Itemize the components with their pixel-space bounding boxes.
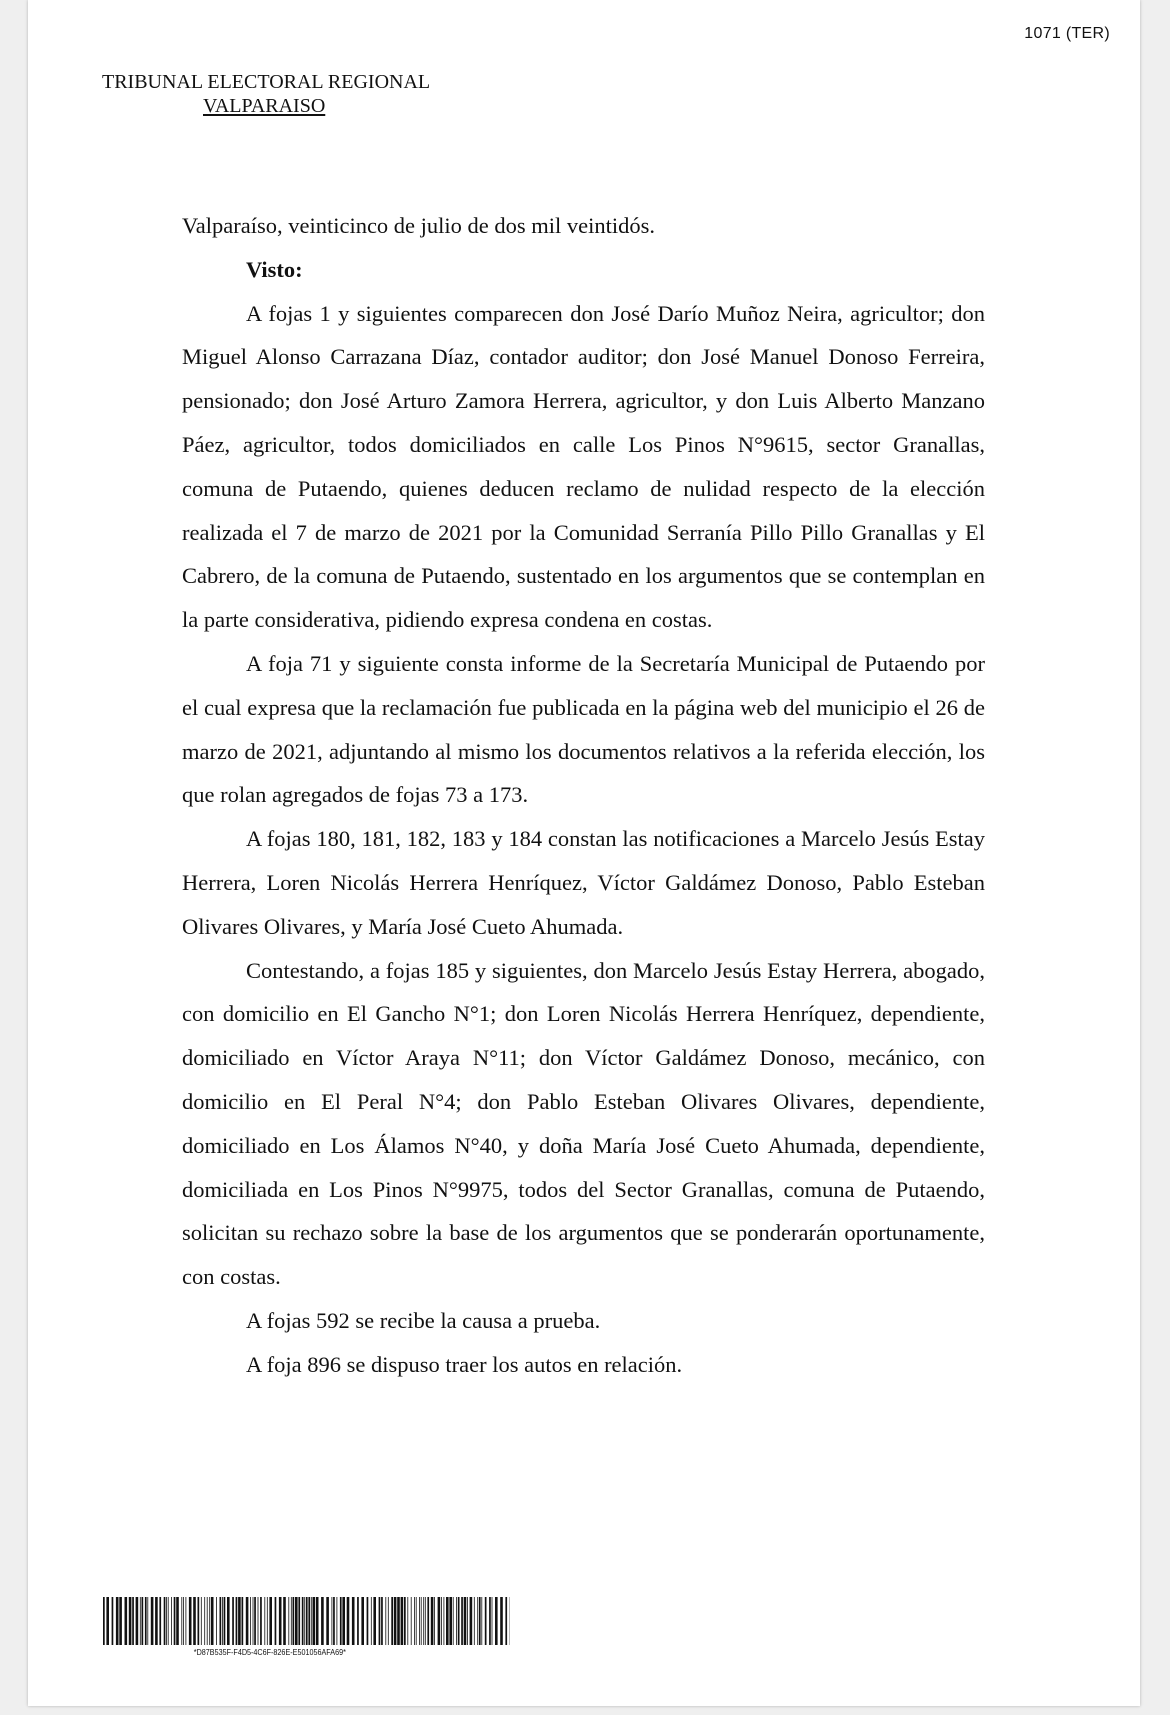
case-number: 1071 (TER) <box>1024 25 1110 42</box>
paragraph: A fojas 180, 181, 182, 183 y 184 constan las notificaciones a Marcelo Jesús Estay Herrera, Loren Nicolás Herrera Henríquez, Víctor Galdámez Donoso, Pablo Esteban Olivares Olivares, y María José Cueto Ahumada. <box>182 826 985 939</box>
visto-heading: Visto: <box>246 256 303 282</box>
date-line: Valparaíso, veinticinco de julio de dos mil veintidós. <box>182 213 656 238</box>
paragraph: A foja 896 se dispuso traer los autos en relación. <box>246 1351 683 1377</box>
document-header <box>102 70 430 118</box>
paragraph: A fojas 592 se recibe la causa a prueba. <box>246 1307 601 1333</box>
document-page <box>28 0 1140 1706</box>
document-body <box>182 204 985 1387</box>
paragraph: A fojas 1 y siguientes comparecen don José Darío Muñoz Neira, agricultor; don Miguel Alonso Carrazana Díaz, contador auditor; don José Manuel Donoso Ferreira, pensionado; don José Arturo Zamora Herrera, agricultor, y don Luis Alberto Manzano Páez, agricultor, todos domiciliados en calle Los Pinos N°9615, sector Granallas, comuna de Putaendo, quienes deducen reclamo de nulidad respecto de la elección realizada el 7 de marzo de 2021 por la Comunidad Serranía Pillo Pillo Granallas y El Cabrero, de la comuna de Putaendo, sustentado en los argumentos que se contemplan en la parte considerativa, pidiendo expresa condena en costas. <box>182 300 985 633</box>
paragraph: Contestando, a fojas 185 y siguientes, don Marcelo Jesús Estay Herrera, abogado, con domicilio en El Gancho N°1; don Loren Nicolás Herrera Henríquez, dependiente, domiciliado en Víctor Araya N°11; don Víctor Galdámez Donoso, mecánico, con domicilio en El Peral N°4; don Pablo Esteban Olivares Olivares, dependiente, domiciliado en Los Álamos N°40, y doña María José Cueto Ahumada, dependiente, domiciliada en Los Pinos N°9975, todos del Sector Granallas, comuna de Putaendo, solicitan su rechazo sobre la base de los argumentos que se ponderarán oportunamente, con costas. <box>182 957 985 1290</box>
court-city: VALPARAISO <box>203 95 326 117</box>
court-name: TRIBUNAL ELECTORAL REGIONAL <box>102 71 431 93</box>
barcode-block <box>102 1597 514 1657</box>
barcode-text: *D87B535F-F4D5-4C6F-826E-E501056AFA69* <box>193 1648 346 1657</box>
paragraph: A foja 71 y siguiente consta informe de la Secretaría Municipal de Putaendo por el cual expresa que la reclamación fue publicada en la página web del municipio el 26 de marzo de 2021, adjuntando al mismo los documentos relativos a la referida elección, los que rolan agregados de fojas 73 a 173. <box>182 650 985 808</box>
barcode-icon <box>102 1597 512 1645</box>
